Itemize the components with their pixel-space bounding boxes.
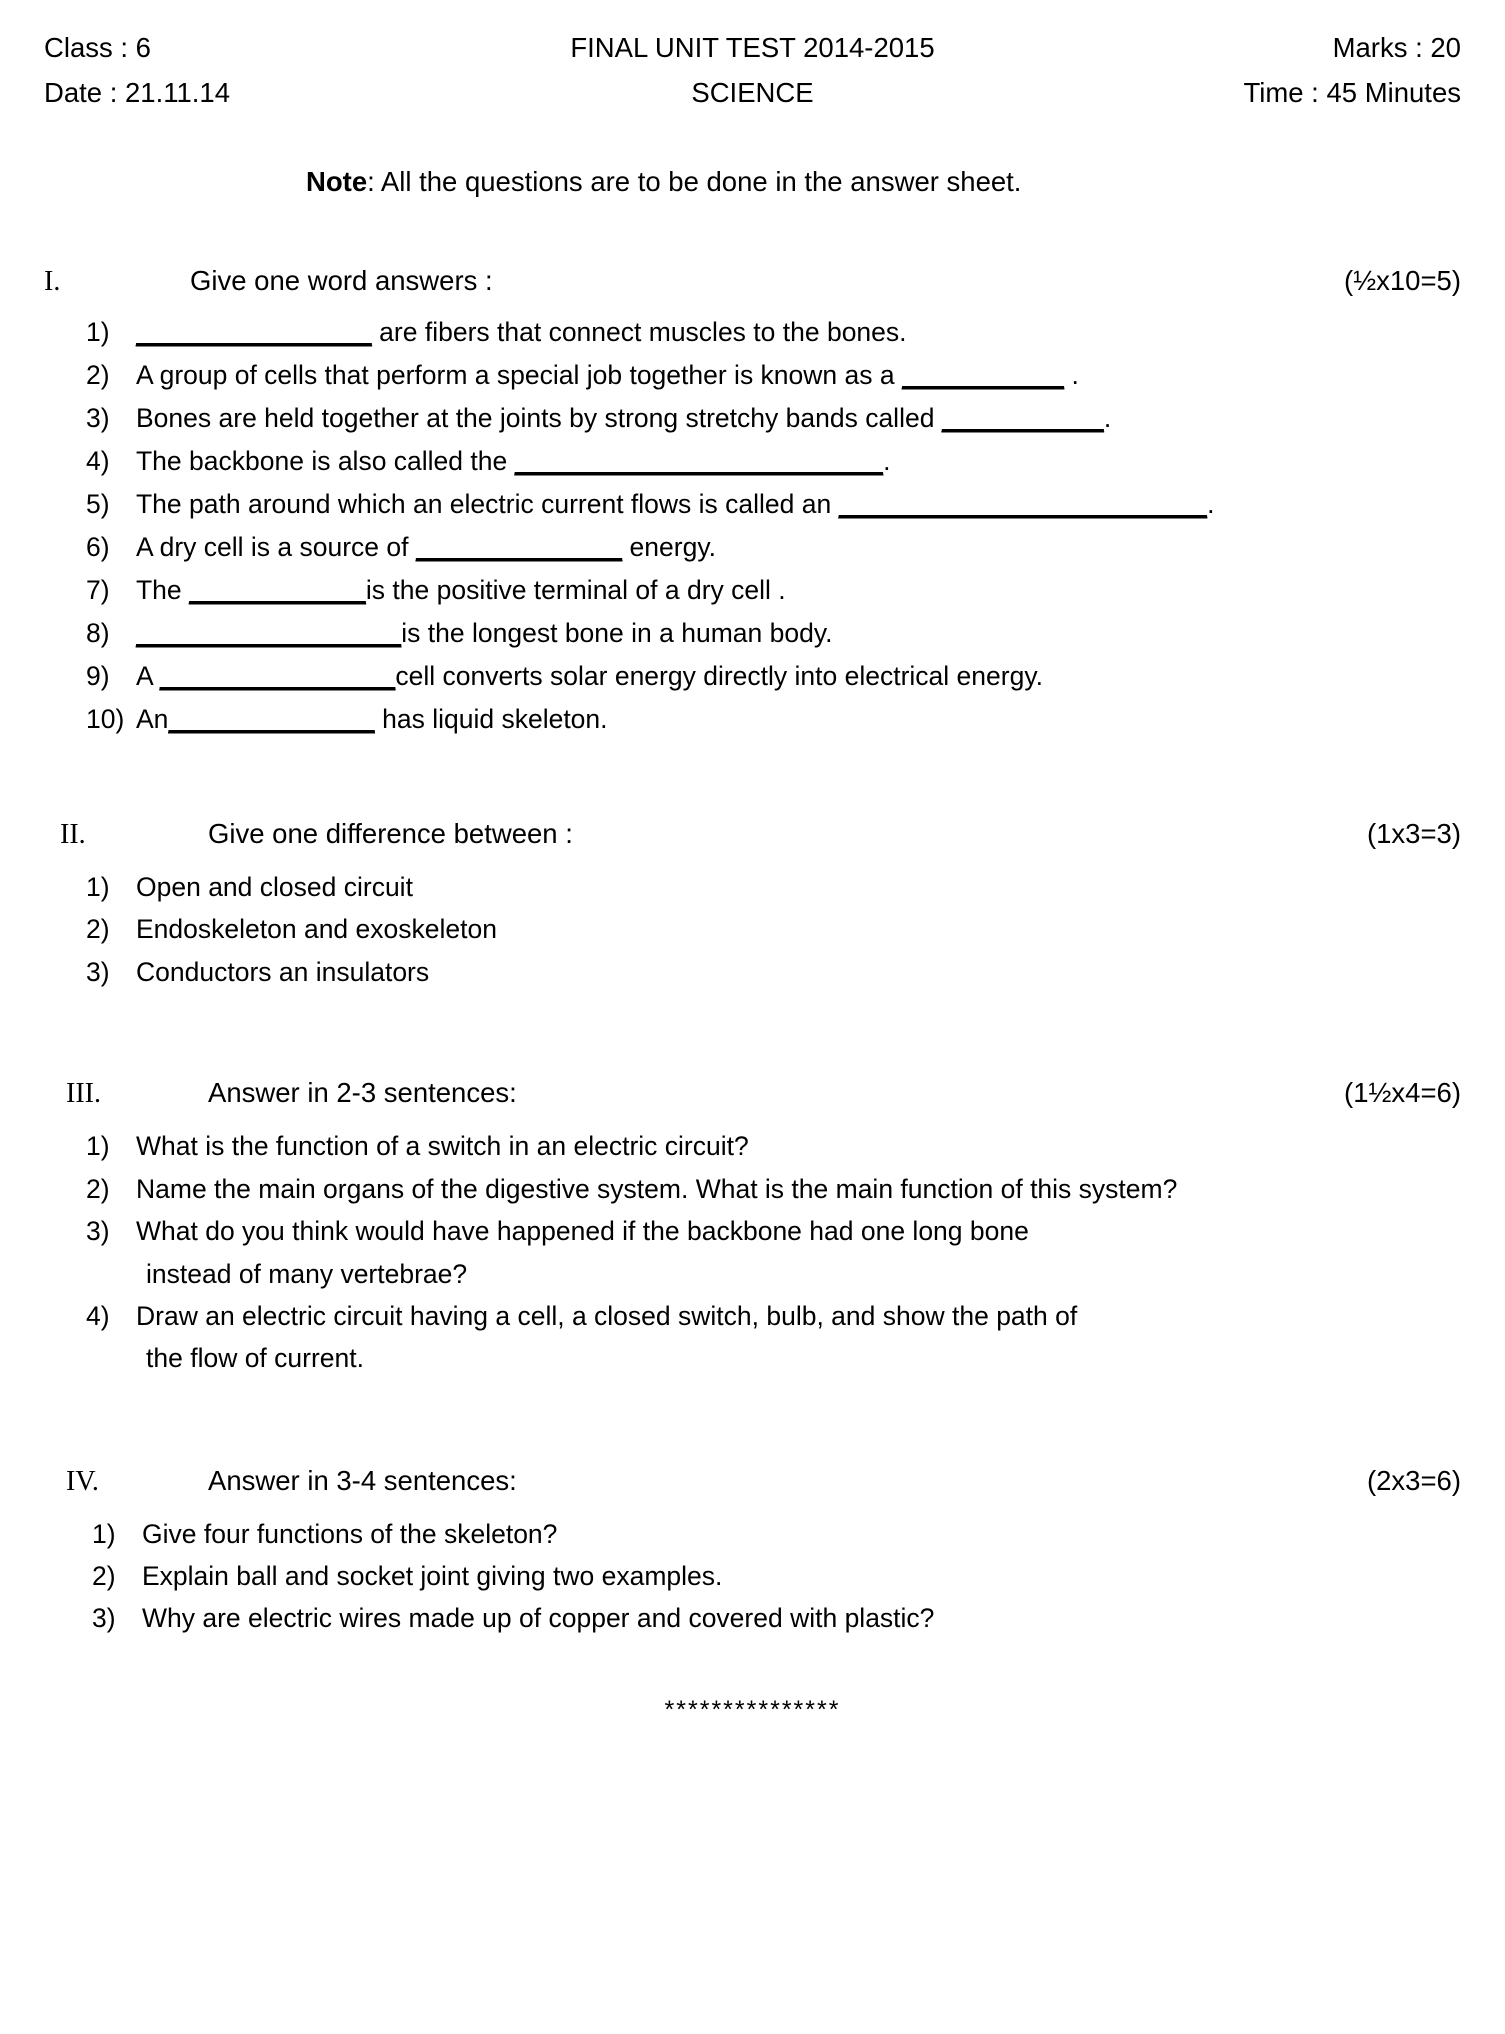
list-item: [44, 483, 1461, 526]
section-3-heading: [44, 1072, 1461, 1115]
list-item: [44, 1295, 1461, 1337]
question-text: Endoskeleton and exoskeleton: [136, 914, 497, 945]
question-post: has liquid skeleton.: [374, 703, 608, 734]
section-4-heading: [44, 1460, 1461, 1503]
question-pre: An: [136, 703, 169, 734]
section-1-marks: (½x10=5): [1344, 265, 1461, 297]
list-item: [44, 440, 1461, 483]
question-text: [136, 655, 1461, 698]
section-2-heading: [44, 813, 1461, 856]
section-2-question-list: [44, 866, 1461, 995]
question-text: Conductors an insulators: [136, 957, 430, 988]
question-text: [136, 698, 1461, 741]
question-continuation-text: the flow of current.: [146, 1343, 364, 1374]
section-2-marks: (1x3=3): [1366, 817, 1461, 849]
list-item: [44, 1125, 1461, 1167]
date-label: Date : 21.11.14: [44, 76, 231, 108]
question-text: Open and closed circuit: [136, 871, 413, 902]
question-number: 2): [92, 1561, 116, 1592]
question-post: is the longest bone in a human body.: [401, 617, 833, 648]
question-text: [136, 397, 1461, 440]
section-4-question-list: [44, 1513, 1461, 1640]
question-number: 3): [86, 403, 110, 434]
answer-blank[interactable]: ________________: [136, 317, 372, 348]
indent-spacer: [44, 1253, 136, 1295]
answer-blank[interactable]: ___________: [941, 403, 1104, 434]
question-number: 1): [86, 317, 110, 348]
section-2: [44, 813, 1461, 995]
section-1-numeral: I.: [44, 266, 61, 298]
section-2-numeral: II.: [60, 818, 86, 850]
section-3-numeral: III.: [66, 1078, 101, 1110]
list-item: [44, 569, 1461, 612]
question-text: Give four functions of the skeleton?: [142, 1518, 558, 1549]
question-text: Draw an electric circuit having a cell, a closed switch, bulb, and show the path of: [136, 1300, 1078, 1331]
question-text: [136, 612, 1461, 655]
question-number: 4): [86, 1300, 110, 1331]
list-item: [44, 1597, 1461, 1639]
question-post: is the positive terminal of a dry cell .: [365, 574, 786, 605]
question-number: 7): [86, 574, 110, 605]
question-text: [136, 483, 1461, 526]
question-number: 5): [86, 489, 110, 520]
answer-blank[interactable]: ________________: [159, 660, 396, 691]
question-number: 8): [86, 617, 110, 648]
section-3-question-list: [44, 1125, 1461, 1379]
question-text: What is the function of a switch in an electric circuit?: [136, 1131, 749, 1162]
question-number: 1): [86, 1131, 110, 1162]
question-post: .: [1064, 360, 1079, 391]
question-pre: The path around which an electric current flows is called an: [136, 489, 839, 520]
question-post: .: [1103, 403, 1112, 434]
list-item: [44, 1513, 1461, 1555]
list-item: [44, 1210, 1461, 1252]
list-item: [44, 397, 1461, 440]
list-item: [44, 1168, 1461, 1210]
list-item: [44, 698, 1461, 741]
answer-blank[interactable]: ___________: [901, 360, 1065, 391]
class-label: Class : 6: [44, 32, 151, 63]
subject-label: SCIENCE: [691, 76, 814, 108]
marks-label: Marks : 20: [1332, 32, 1461, 63]
question-continuation: [44, 1253, 1461, 1295]
question-text: Explain ball and socket joint giving two examples.: [142, 1561, 723, 1592]
note-text: : All the questions are to be done in the answer sheet.: [367, 166, 1022, 198]
question-pre: The backbone is also called the: [136, 446, 515, 477]
answer-blank[interactable]: ______________: [168, 703, 375, 734]
indent-spacer: [44, 1337, 136, 1379]
footer-asterisks: ***************: [664, 1695, 841, 1724]
section-1-question-list: [44, 311, 1461, 740]
question-number: 2): [86, 360, 110, 391]
header-row-2: [44, 71, 1461, 116]
section-3-title: Answer in 2-3 sentences:: [208, 1077, 517, 1109]
list-item: [44, 1555, 1461, 1597]
list-item: [44, 612, 1461, 655]
list-item: [44, 526, 1461, 569]
section-1-title: Give one word answers :: [190, 265, 493, 297]
question-number: 2): [86, 1173, 110, 1204]
list-item: [44, 951, 1461, 994]
question-text: Why are electric wires made up of copper and covered with plastic?: [142, 1603, 935, 1634]
question-continuation: [44, 1337, 1461, 1379]
question-number: 1): [86, 871, 110, 902]
time-label: Time : 45 Minutes: [1243, 76, 1461, 108]
question-text: [136, 311, 1461, 354]
section-4: [44, 1460, 1461, 1640]
question-continuation-text: instead of many vertebrae?: [146, 1258, 468, 1289]
answer-blank[interactable]: _________________________: [514, 446, 884, 477]
question-pre: Bones are held together at the joints by strong stretchy bands called: [136, 403, 942, 434]
answer-blank[interactable]: _________________________: [838, 489, 1208, 520]
answer-blank[interactable]: __________________: [136, 617, 402, 648]
question-pre: A group of cells that perform a special job together is known as a: [136, 360, 902, 391]
question-number: 2): [86, 914, 110, 945]
question-number: 6): [86, 531, 110, 562]
section-1-heading: [44, 260, 1461, 303]
list-item: [44, 655, 1461, 698]
section-4-title: Answer in 3-4 sentences:: [208, 1464, 517, 1496]
question-text: Name the main organs of the digestive system. What is the main function of this system?: [136, 1173, 1178, 1204]
note-label: Note: [306, 166, 368, 198]
question-text: [136, 569, 1461, 612]
question-number: 10): [86, 703, 125, 734]
question-number: 4): [86, 446, 110, 477]
question-post: .: [883, 446, 891, 477]
question-post: cell converts solar energy directly into electrical energy.: [395, 660, 1043, 691]
section-3: [44, 1072, 1461, 1379]
question-number: 3): [86, 1216, 110, 1247]
question-post: .: [1207, 489, 1215, 520]
question-text: What do you think would have happened if the backbone had one long bone: [136, 1216, 1029, 1247]
section-3-marks: (1½x4=6): [1344, 1077, 1461, 1109]
section-1: [44, 260, 1461, 740]
list-item: [44, 354, 1461, 397]
question-pre: A: [136, 660, 160, 691]
question-number: 3): [86, 957, 110, 988]
question-post: are fibers that connect muscles to the bones.: [371, 317, 907, 348]
question-text: [136, 440, 1461, 483]
list-item: [44, 908, 1461, 951]
question-number: 1): [92, 1518, 116, 1549]
question-number: 9): [86, 660, 110, 691]
section-4-marks: (2x3=6): [1366, 1464, 1461, 1496]
question-number: 3): [92, 1603, 116, 1634]
header-row-1: [44, 26, 1461, 71]
section-2-title: Give one difference between :: [208, 817, 573, 849]
question-pre: The: [136, 574, 190, 605]
exam-title: FINAL UNIT TEST 2014-2015: [570, 32, 935, 63]
question-pre: A dry cell is a source of: [136, 531, 416, 562]
list-item: [44, 311, 1461, 354]
section-4-numeral: IV.: [66, 1465, 99, 1497]
answer-blank[interactable]: ____________: [189, 574, 366, 605]
answer-blank[interactable]: ______________: [415, 531, 623, 562]
question-post: energy.: [622, 531, 716, 562]
note-line: [306, 161, 1461, 202]
list-item: [44, 866, 1461, 909]
question-text: [136, 354, 1461, 397]
question-text: [136, 526, 1461, 569]
